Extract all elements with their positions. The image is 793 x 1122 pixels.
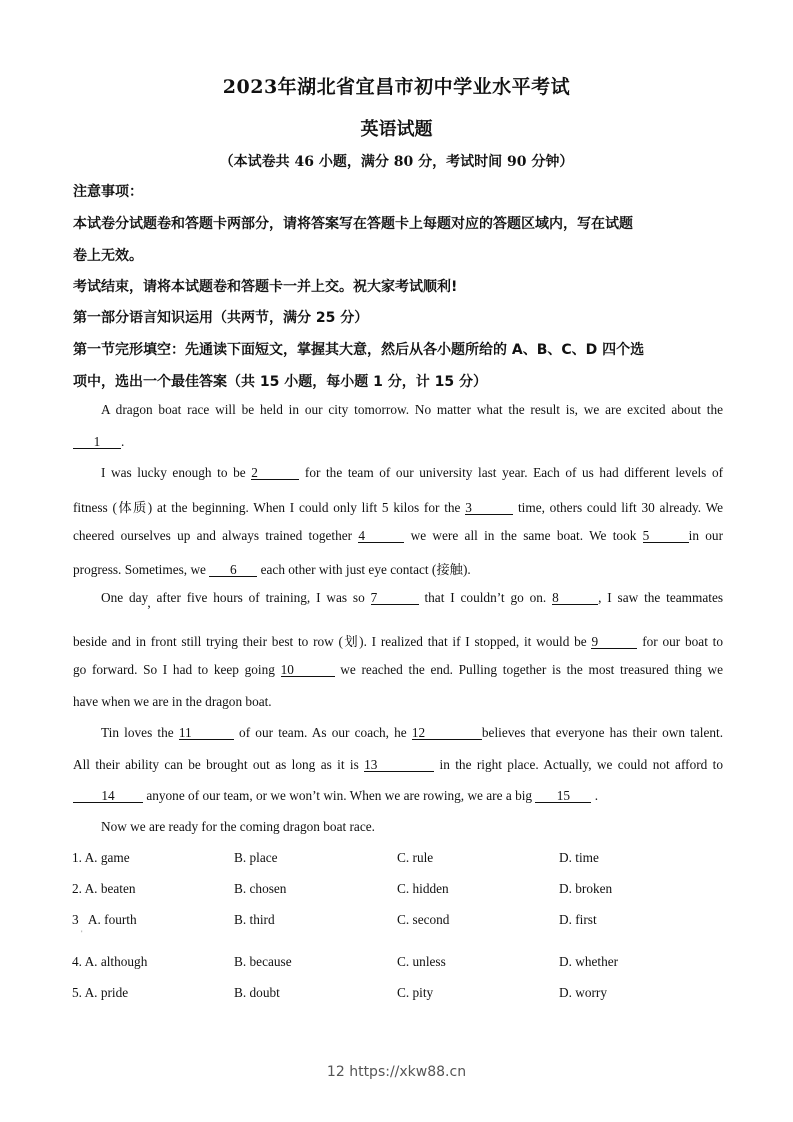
text: A dragon boat race will be held in our city tomorrow. No matter what the result is, we are excited about the xyxy=(101,402,723,417)
passage-line xyxy=(73,559,723,578)
text: after five hours of training, I was so xyxy=(156,590,365,605)
notes-line-1a: 本试卷分试题卷和答题卡两部分，请将答案写在答题卡上每题对应的答题区域内，写在试题 xyxy=(73,216,633,232)
text: go forward. So I had to keep going xyxy=(73,662,275,677)
text: cheered ourselves up and always trained together xyxy=(73,528,353,543)
notes-line-1b: 卷上无效。 xyxy=(73,248,143,264)
text: I was lucky enough to be xyxy=(101,465,246,480)
option-c: C. second xyxy=(397,912,450,927)
blank-10: 10 xyxy=(281,663,335,677)
option-c: C. pity xyxy=(397,985,434,1000)
text: , I saw the teammates xyxy=(598,590,724,605)
exam-subtitle: 英语试题 xyxy=(360,119,433,140)
text: . xyxy=(121,434,125,449)
text: time, others could lift 30 already. We xyxy=(517,500,724,515)
blank-15: 15 xyxy=(535,789,591,803)
stray-mark: ' xyxy=(81,930,83,937)
blank-9: 9 xyxy=(591,635,637,649)
option-d: D. worry xyxy=(559,985,608,1000)
page-number: 12 xyxy=(326,1064,345,1080)
passage-line xyxy=(73,819,723,835)
option-a: 3 A. fourth xyxy=(72,912,137,927)
option-d: D. first xyxy=(559,912,597,927)
text: anyone of our team, or we won’t win. When we are rowing, we are a big xyxy=(146,788,533,803)
text: in our xyxy=(688,528,723,543)
option-b: B. place xyxy=(234,850,278,865)
text: we were all in the same boat. We took xyxy=(410,528,637,543)
passage-line xyxy=(73,497,723,516)
blank-11: 11 xyxy=(179,726,234,740)
passage-line xyxy=(73,402,723,418)
text: progress. Sometimes, we xyxy=(73,562,206,577)
passage-line xyxy=(73,788,723,804)
blank-1: 1 xyxy=(73,435,121,449)
blank-2: 2 xyxy=(251,466,299,480)
blank-14: 14 xyxy=(73,789,143,803)
blank-8: 8 xyxy=(552,591,598,605)
blank-12: 12 xyxy=(412,726,482,740)
text: that I couldn’t go on. xyxy=(424,590,547,605)
passage-line xyxy=(73,434,723,450)
text: for our boat to xyxy=(642,634,723,649)
text: , xyxy=(147,595,151,610)
text: beside and in front still trying their best to row (划). I realized that if I stopped, it would be xyxy=(73,634,587,649)
option-b: B. doubt xyxy=(234,985,280,1000)
option-a: 5. A. pride xyxy=(72,985,129,1000)
blank-7: 7 xyxy=(371,591,419,605)
passage-line xyxy=(73,631,723,650)
option-d: D. broken xyxy=(559,881,613,896)
blank-6: 6 xyxy=(209,563,257,577)
option-b: B. chosen xyxy=(234,881,287,896)
blank-3: 3 xyxy=(465,501,513,515)
blank-13: 13 xyxy=(364,758,434,772)
text: we reached the end. Pulling together is the most treasured thing we xyxy=(340,662,723,677)
passage-line xyxy=(73,757,723,773)
option-a: 2. A. beaten xyxy=(72,881,136,896)
section-one-instructions-b: 项中，选出一个最佳答案（共 15 小题，每小题 1 分，计 15 分） xyxy=(73,374,487,390)
text: Now we are ready for the coming dragon boat race. xyxy=(101,819,375,834)
passage-line xyxy=(73,465,723,481)
option-a: 1. A. game xyxy=(72,850,130,865)
blank-5: 5 xyxy=(643,529,689,543)
option-c: C. hidden xyxy=(397,881,449,896)
option-b: B. because xyxy=(234,954,292,969)
text: Tin loves the xyxy=(101,725,174,740)
passage-line xyxy=(73,662,723,678)
option-c: C. unless xyxy=(397,954,446,969)
text: of our team. As our coach, he xyxy=(239,725,407,740)
blank-4: 4 xyxy=(358,529,404,543)
text: believes that everyone has their own talent. xyxy=(481,725,724,740)
text: fitness (体质) at the beginning. When I could only lift 5 kilos for the xyxy=(73,500,461,515)
page-footer xyxy=(0,1064,793,1080)
option-d: D. time xyxy=(559,850,599,865)
exam-info: （本试卷共 46 小题，满分 80 分，考试时间 90 分钟） xyxy=(219,154,574,170)
notes-heading: 注意事项： xyxy=(73,184,143,200)
option-d: D. whether xyxy=(559,954,619,969)
option-b: B. third xyxy=(234,912,275,927)
text: in the right place. Actually, we could not afford to xyxy=(439,757,724,772)
text: All their ability can be brought out as long as it is xyxy=(73,757,359,772)
option-a: 4. A. although xyxy=(72,954,148,969)
exam-title: 2023年湖北省宜昌市初中学业水平考试 xyxy=(222,76,571,98)
footer-url[interactable]: https://xkw88.cn xyxy=(349,1064,467,1080)
passage-line xyxy=(73,725,723,741)
passage-line xyxy=(73,528,723,544)
text: . xyxy=(594,788,599,803)
text: each other with just eye contact (接触). xyxy=(260,562,471,577)
section-one-instructions-a: 第一节完形填空：先通读下面短文，掌握其大意，然后从各小题所给的 A、B、C、D 四个选 xyxy=(73,342,645,358)
text: for the team of our university last year. Each of us had different levels of xyxy=(304,465,724,480)
notes-line-2: 考试结束，请将本试题卷和答题卡一并上交。祝大家考试顺利! xyxy=(73,279,458,295)
passage-line xyxy=(73,694,723,710)
text: One day xyxy=(101,590,148,605)
passage-line xyxy=(73,590,724,610)
option-c: C. rule xyxy=(397,850,434,865)
text: have when we are in the dragon boat. xyxy=(73,694,272,709)
part-one-heading: 第一部分语言知识运用（共两节，满分 25 分） xyxy=(73,310,369,326)
